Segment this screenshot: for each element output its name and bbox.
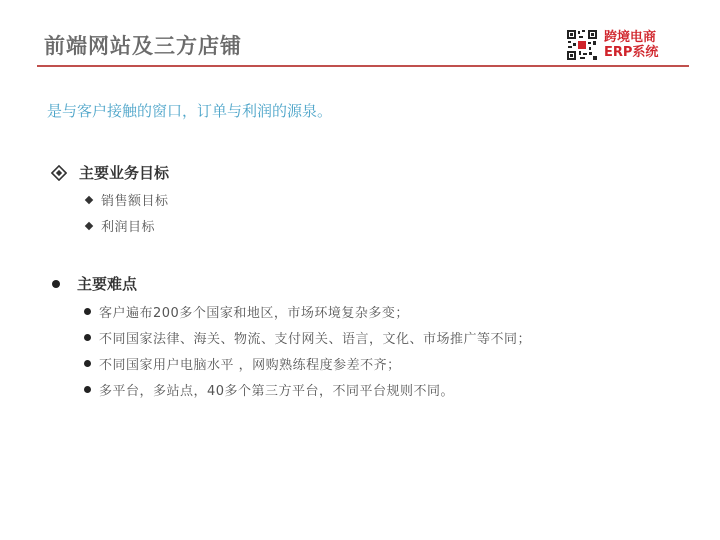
section-heading-text: 主要业务目标: [79, 164, 170, 182]
slide-title: 前端网站及三方店铺: [44, 34, 242, 58]
diamond-bullet-icon: [51, 165, 67, 181]
section-heading-goals: [51, 162, 169, 183]
logo-line-2: ERP系统: [604, 45, 659, 60]
section-heading-text: 主要难点: [77, 275, 138, 293]
list-item-text: 客户遍布200多个国家和地区，市场环境复杂多变；: [99, 306, 409, 321]
list-item-text: 不同国家用户电脑水平 ，网购熟练程度参差不齐；: [99, 358, 401, 373]
dot-bullet-icon: [84, 308, 91, 315]
dot-bullet-icon: [52, 280, 60, 288]
list-item: [84, 216, 155, 235]
list-item: [84, 302, 409, 321]
list-item: [84, 380, 454, 399]
diamond-bullet-icon: [85, 195, 93, 203]
header-divider: [37, 65, 689, 67]
list-item: [84, 328, 531, 347]
logo-line-1: 跨境电商: [604, 30, 657, 45]
list-item-text: 多平台，多站点，40多个第三方平台，不同平台规则不同。: [99, 384, 455, 399]
list-item-text: 不同国家法律、海关、物流、支付网关、语言，文化、市场推广等不同；: [99, 332, 532, 347]
section-heading-difficulties: [52, 273, 137, 294]
list-item-text: 利润目标: [101, 220, 156, 235]
list-item: [84, 190, 169, 209]
qr-code-icon: [566, 29, 598, 61]
diamond-bullet-icon: [85, 221, 93, 229]
slide-subtitle: 是与客户接触的窗口，订单与利润的源泉。: [47, 102, 333, 120]
dot-bullet-icon: [84, 334, 91, 341]
list-item: [84, 354, 401, 373]
dot-bullet-icon: [84, 360, 91, 367]
list-item-text: 销售额目标: [101, 194, 169, 209]
company-logo: [566, 28, 658, 62]
dot-bullet-icon: [84, 386, 91, 393]
